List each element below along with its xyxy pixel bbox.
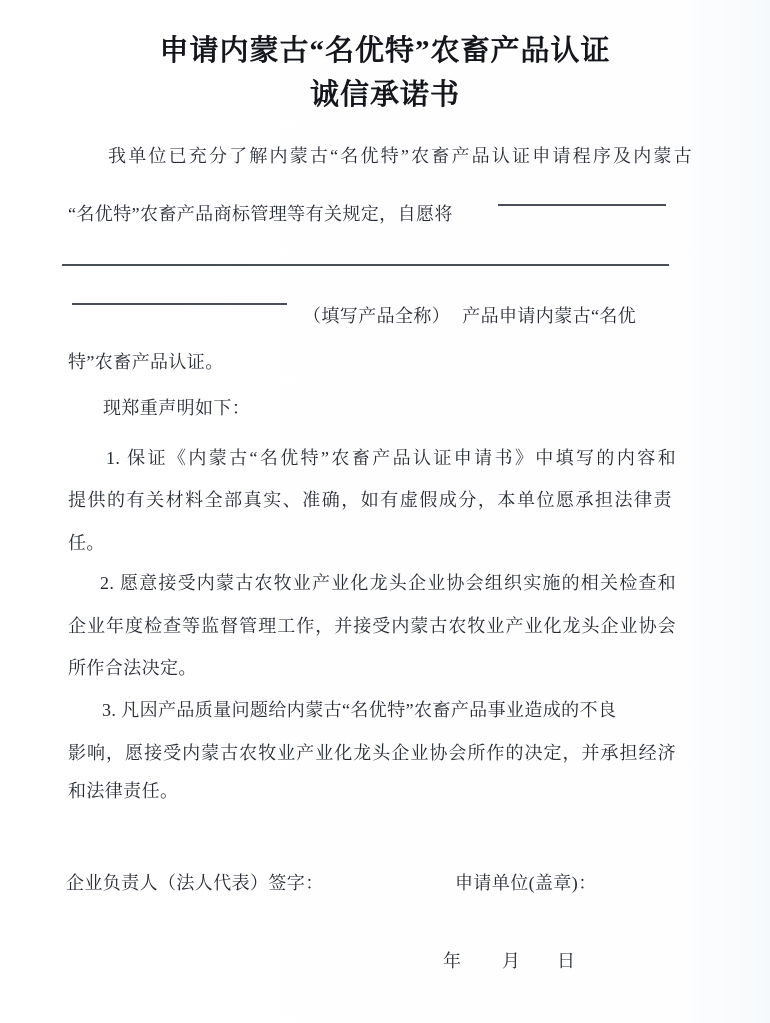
declaration-heading: 现郑重声明如下： (103, 398, 251, 418)
document-title-line-1: 申请内蒙古“名优特”农畜产品认证 (159, 35, 611, 67)
declaration-item1-line3: 任。 (68, 533, 105, 553)
intro-line-4: 特”农畜产品认证。 (68, 352, 224, 372)
declaration-item2-line2: 企业年度检查等监督管理工作，并接受内蒙古农牧业产业化龙头企业协会 (68, 616, 676, 636)
declaration-item2-line1: 2. 愿意接受内蒙古农牧业产业化龙头企业协会组织实施的相关检查和 (100, 573, 676, 593)
applicant-unit-seal-label: 申请单位(盖章)： (455, 873, 597, 893)
product-name-blank-2 (62, 264, 669, 266)
intro-line-3 (303, 303, 636, 330)
declaration-item1-line1: 1. 保证《内蒙古“名优特”农畜产品认证申请书》中填写的内容和 (106, 448, 676, 468)
product-name-blank-3 (72, 303, 287, 305)
declaration-item3-line1: 3. 凡因产品质量问题给内蒙古“名优特”农畜产品事业造成的不良 (102, 700, 617, 720)
fill-product-name-hint: （填写产品全称） (303, 306, 451, 326)
intro-line-3-rest: 产品申请内蒙古“名优 (462, 306, 637, 326)
intro-line-2: “名优特”农畜产品商标管理等有关规定，自愿将 (68, 204, 453, 224)
date-day-label: 日 (557, 951, 575, 971)
date-year-label: 年 (443, 951, 461, 971)
date-month-label: 月 (502, 951, 520, 971)
intro-line-1: 我单位已充分了解内蒙古“名优特”农畜产品认证申请程序及内蒙古 (108, 146, 692, 166)
signer-signature-label: 企业负责人（法人代表）签字： (66, 873, 324, 893)
declaration-item1-line2: 提供的有关材料全部真实、准确，如有虚假成分，本单位愿承担法律责 (68, 490, 672, 510)
declaration-item2-line3: 所作合法决定。 (68, 658, 197, 678)
document-title-line-2: 诚信承诺书 (309, 79, 460, 111)
declaration-item3-line2: 影响，愿接受内蒙古农牧业产业化龙头企业协会所作的决定，并承担经济 (68, 743, 676, 763)
product-name-blank-1 (498, 204, 666, 206)
declaration-item3-line3: 和法律责任。 (68, 781, 179, 801)
